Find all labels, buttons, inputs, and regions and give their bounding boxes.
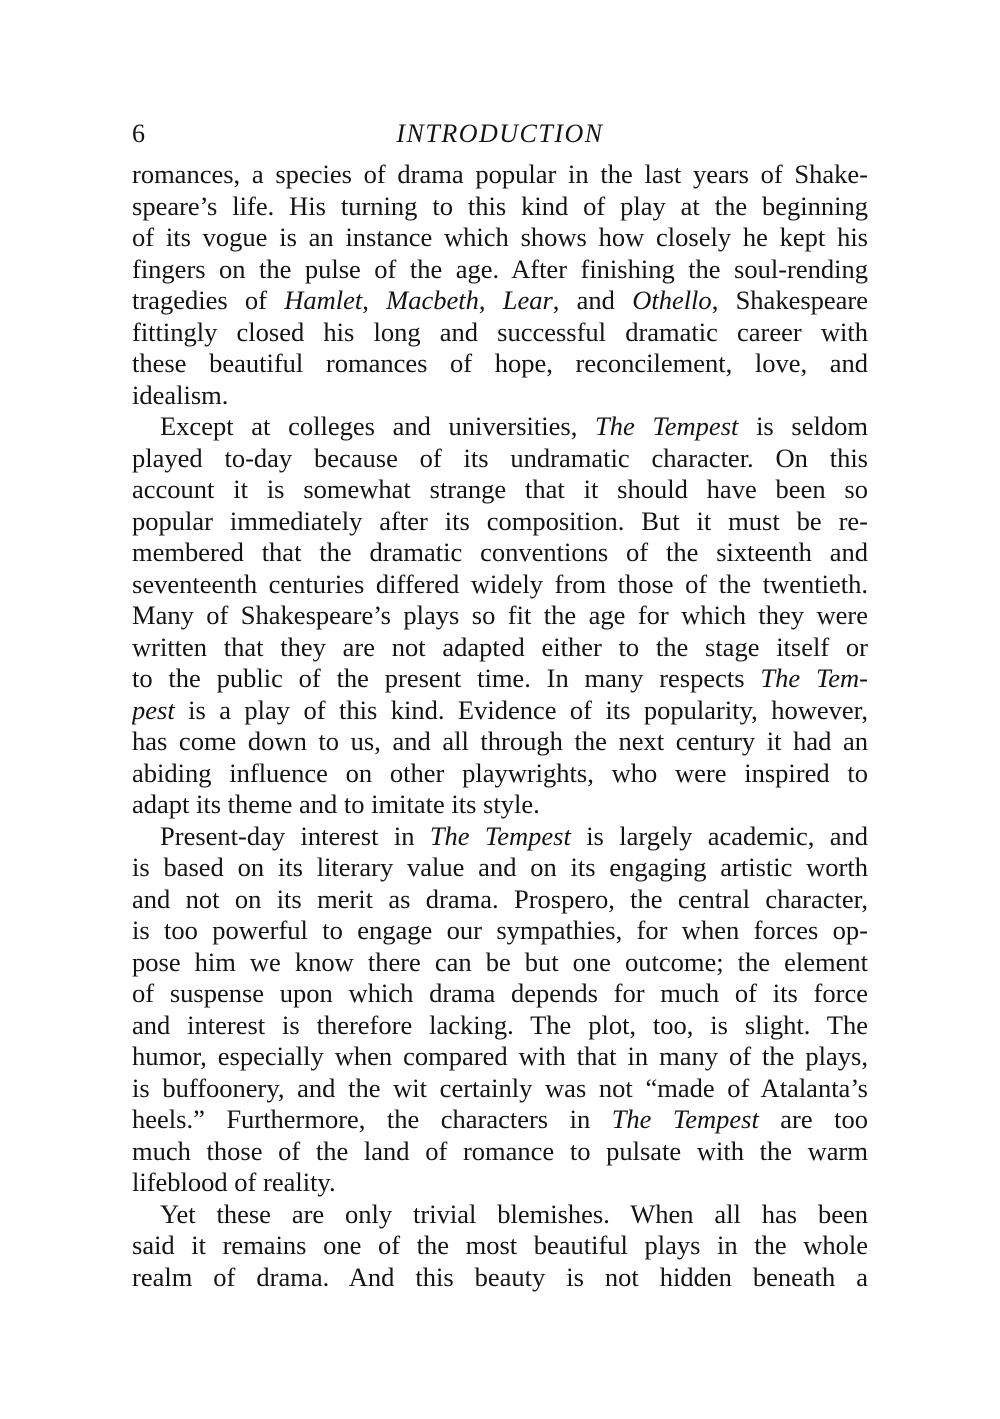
text-line [132, 1262, 868, 1294]
text-line [132, 474, 868, 506]
italic-title-text: Othello [632, 285, 712, 315]
text-line [132, 1136, 868, 1168]
text-line [132, 317, 868, 349]
text-line [132, 821, 868, 853]
text-segment: romances, a species of drama popular in the last years of Shake- [132, 159, 868, 189]
text-line [132, 947, 868, 979]
text-line [132, 1041, 868, 1073]
page-number: 6 [132, 119, 145, 148]
text-segment: humor, especially when compared with that in many of the plays, [132, 1041, 868, 1071]
text-line [132, 443, 868, 475]
text-segment: seventeenth centuries differed widely from those of the twentieth. [132, 568, 868, 599]
text-segment: is buffoonery, and the wit certainly was not “made of Atalanta’s [132, 1072, 868, 1103]
text-segment: idealism. [132, 379, 229, 410]
text-segment: said it remains one of the most beautiful plays in the whole [132, 1230, 868, 1260]
text-line [132, 222, 868, 254]
running-title: INTRODUCTION [396, 119, 604, 148]
text-line [132, 663, 868, 695]
text-segment: , Shakespeare [711, 285, 868, 315]
text-line [132, 411, 868, 443]
text-segment: these beautiful romances of hope, reconcilement, love, and [132, 348, 868, 378]
text-segment: Except at colleges and universities, [160, 411, 596, 441]
text-segment: is largely academic, and [570, 820, 868, 851]
text-line [132, 191, 868, 223]
text-segment: , [478, 285, 503, 315]
text-segment: is a play of this kind. Evidence of its popularity, however, [174, 694, 868, 725]
text-segment: of its vogue is an instance which shows how closely he kept his [132, 222, 868, 252]
text-segment: account it is somewhat strange that it should have been so [132, 474, 868, 504]
text-segment: played to-day because of its undramatic character. On this [132, 442, 868, 473]
text-segment: fingers on the pulse of the age. After finishing the soul-rending [132, 253, 868, 284]
text-segment: adapt its theme and to imitate its style. [132, 789, 540, 819]
text-segment: popular immediately after its composition. But it must be re- [132, 505, 868, 536]
text-segment: is too powerful to engage our sympathies, for when forces op- [132, 915, 868, 945]
text-segment: , and [552, 285, 633, 315]
italic-title-text: Macbeth [386, 285, 479, 315]
text-line [132, 159, 868, 191]
text-line [132, 1230, 868, 1262]
text-segment: realm of drama. And this beauty is not hidden beneath a [132, 1261, 868, 1292]
text-line [132, 852, 868, 884]
running-head [132, 116, 868, 152]
text-line [132, 569, 868, 601]
text-segment: to the public of the present time. In many respects [132, 663, 761, 693]
text-line [132, 978, 868, 1010]
text-segment: written that they are not adapted either to the stage itself or [132, 631, 868, 662]
text-segment: abiding influence on other playwrights, who were inspired to [132, 757, 868, 788]
text-line [132, 600, 868, 632]
text-line [132, 348, 868, 380]
text-line [132, 915, 868, 947]
text-line [132, 1167, 868, 1199]
text-segment: heels.” Furthermore, the characters in [132, 1104, 612, 1134]
text-line [132, 380, 868, 412]
text-segment: membered that the dramatic conventions of the sixteenth and [132, 537, 868, 567]
text-segment: much those of the land of romance to pulsate with the warm [132, 1135, 868, 1166]
text-line [132, 884, 868, 916]
italic-title-text: The Tempest [429, 820, 571, 851]
text-line [132, 632, 868, 664]
text-segment: is seldom [738, 411, 868, 441]
text-line [132, 758, 868, 790]
text-segment: Yet these are only trivial blemishes. When all has been [160, 1198, 868, 1229]
italic-title-text: Hamlet [284, 285, 363, 315]
text-segment: are too [758, 1104, 868, 1134]
text-segment: speare’s life. His turning to this kind of play at the beginning [132, 190, 868, 221]
text-segment: and interest is therefore lacking. The plot, too, is slight. The [132, 1009, 868, 1040]
italic-title-text: The Tempest [595, 411, 739, 441]
text-segment: pose him we know there can be but one outcome; the element [132, 946, 868, 977]
text-segment: of suspense upon which drama depends for much of its force [132, 978, 868, 1008]
text-line [132, 254, 868, 286]
text-line [132, 537, 868, 569]
text-line [132, 695, 868, 727]
body-text [132, 159, 868, 1293]
text-segment: tragedies of [132, 285, 285, 315]
text-segment: Many of Shakespeare’s plays so fit the age for which they were [132, 600, 868, 630]
text-segment: fittingly closed his long and successful dramatic career with [132, 316, 868, 347]
text-line [132, 285, 868, 317]
text-segment: has come down to us, and all through the next century it had an [132, 726, 868, 756]
italic-title-text: Lear [502, 285, 553, 315]
text-segment: Present-day interest in [160, 820, 430, 851]
text-line [132, 1104, 868, 1136]
italic-title-text: pest [132, 694, 175, 725]
text-line [132, 726, 868, 758]
text-line [132, 1073, 868, 1105]
text-line [132, 1010, 868, 1042]
text-line [132, 506, 868, 538]
text-segment: , [362, 285, 387, 315]
text-segment: and not on its merit as drama. Prospero, the central character, [132, 883, 868, 914]
italic-title-text: The Tem- [760, 663, 868, 693]
text-segment: lifeblood of reality. [132, 1167, 336, 1197]
italic-title-text: The Tempest [611, 1104, 759, 1134]
text-line [132, 1199, 868, 1231]
text-line [132, 789, 868, 821]
text-segment: is based on its literary value and on its engaging artistic worth [132, 852, 868, 882]
